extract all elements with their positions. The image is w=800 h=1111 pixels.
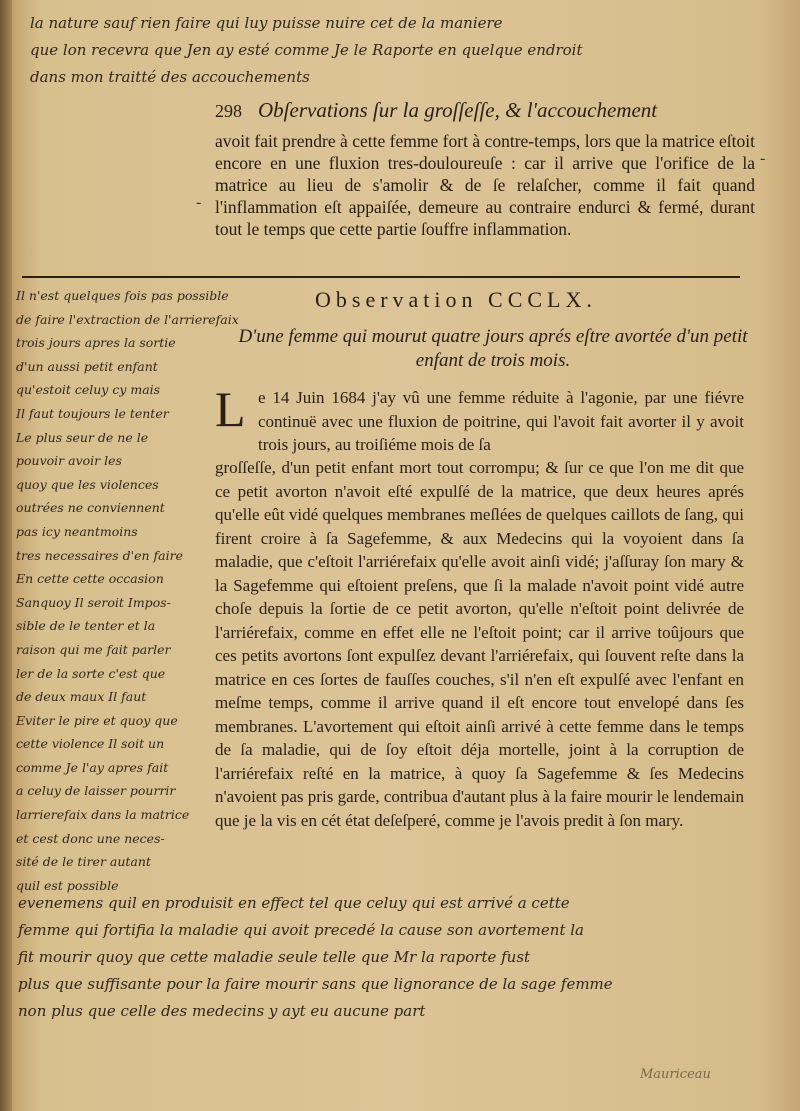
margin-line: sible de le tenter et la bbox=[16, 618, 156, 634]
margin-line: a celuy de laisser pourrir bbox=[16, 783, 176, 799]
section-rule bbox=[22, 276, 740, 278]
observation-subtitle: D'une femme qui mourut quatre jours aprés eſtre avortée d'un petit enfant de trois mois. bbox=[238, 326, 748, 371]
observation-text-first: e 14 Juin 1684 j'ay vû une femme réduite à l'agonie, par une fiévre continuë avec une fluxion de poitrine, qui l'avoit fait avorter il y avoit trois jours, au troiſiéme mois de ſa bbox=[258, 388, 744, 454]
handwritten-line: que lon recevra que Jen ay esté comme Je le Raporte en quelque endroit bbox=[30, 41, 583, 59]
margin-line: Eviter le pire et quoy que bbox=[16, 712, 178, 728]
margin-line: sité de le tirer autant bbox=[16, 854, 151, 870]
margin-line: cette violence Il soit un bbox=[16, 736, 165, 752]
margin-line: pas icy neantmoins bbox=[16, 523, 138, 539]
handwritten-line: non plus que celle des medecins y ayt eu aucune part bbox=[18, 1002, 426, 1020]
handwritten-line: fit mourir quoy que cette maladie seule telle que Mr la raporte fust bbox=[18, 948, 531, 966]
margin-dash: - bbox=[196, 194, 202, 211]
margin-line: ler de la sorte c'est que bbox=[16, 665, 166, 681]
running-title: Obſervations ſur la groſſeſſe, & l'accouchement bbox=[258, 98, 658, 122]
margin-line: d'un aussi petit enfant bbox=[16, 358, 158, 374]
margin-line: quoy que les violences bbox=[16, 476, 159, 492]
observation-heading: Observation CCCLX. bbox=[315, 287, 597, 312]
footer-scribble: Mauriceau bbox=[640, 1067, 711, 1082]
margin-line: quil est possible bbox=[16, 877, 119, 893]
margin-line: larrierefaix dans la matrice bbox=[16, 807, 190, 823]
margin-line: En cette cette occasion bbox=[16, 571, 164, 587]
margin-line: et cest donc une neces- bbox=[16, 830, 165, 846]
handwritten-line: dans mon traitté des accouchements bbox=[30, 68, 310, 86]
margin-line: de deux maux Il faut bbox=[16, 689, 147, 705]
handwritten-top-notes bbox=[30, 10, 730, 91]
page-number: 298 bbox=[215, 101, 242, 121]
margin-line: tres necessaires d'en faire bbox=[16, 547, 183, 563]
margin-line: Le plus seur de ne le bbox=[16, 429, 149, 445]
book-spine bbox=[0, 0, 12, 1111]
observation-text: groſſeſſe, d'un petit enfant mort tout corrompu; & ſur ce que l'on me dit que ce petit avorton n'avoit eſté expulſé de la matrice, que deux heures aprés qu'elle eût vidé quelques membranes meſlées de quelques caillots de ſang, qui firent croire à ſa Sagefemme, & aux Medecins qui la voyoient dans ſa maladie, que c'eſtoit l'arriérefaix qu'elle avoit ainſi vidé; j'aſſuray ſon mary & la Sagefemme qui eſtoient preſens, que ſi la malade n'avoit point vidé autre choſe depuis la ſortie de ce petit avorton, qu'elle n'eſtoit point delivrée de l'arriérefaix, comme en effet elle ne l'eſtoit point; car il arrive toûjours que ces petits avortons ſont expulſez devant l'arriérefaix, qui ſouvent reſte dans la matrice en ces ſortes de fauſſes couches, s'il n'en eſt expulſé avec l'enfant en meſme temps, comme il arrive quand il eſt encore tout envelopé dans ſes membranes. L'avortement qui eſtoit ainſi arrivé à cette femme dans le temps de ſa maladie, qui de ſoy eſtoit déja mortelle, joint à la corruption de l'arriérefaix reſté en la matrice, à quoy ſa Sagefemme & ſes Medecins n'avoient pas pris garde, contribua d'autant plus à la faire mourir le lendemain que je la vis en cét état deſeſperé, comme je l'avois predit à ſon mary. bbox=[215, 458, 744, 830]
drop-cap: L bbox=[215, 381, 246, 437]
handwritten-line: evenemens quil en produisit en effect tel que celuy qui est arrivé a cette bbox=[18, 894, 570, 912]
handwritten-margin-notes bbox=[16, 284, 239, 897]
margin-line: qu'estoit celuy cy mais bbox=[16, 382, 161, 398]
margin-line: raison qui me fait parler bbox=[16, 641, 171, 657]
margin-line: trois jours apres la sortie bbox=[16, 335, 176, 351]
handwritten-line: plus que suffisante pour la faire mourir sans que lignorance de la sage femme bbox=[18, 975, 613, 993]
margin-line: pouvoir avoir les bbox=[16, 453, 122, 469]
margin-line: Il faut toujours le tenter bbox=[16, 405, 169, 421]
running-head bbox=[215, 98, 755, 123]
margin-line: comme Je l'ay apres fait bbox=[16, 759, 169, 775]
margin-line: Il n'est quelques fois pas possible bbox=[16, 288, 229, 303]
paragraph-top: avoit fait prendre à cette femme fort à contre-temps, lors que la matrice eſtoit encore en une fluxion tres-douloureuſe : car il arrive que l'orifice de la matrice au lieu de s'amolir & de ſe relaſcher, comme il fait quand l'inflammation eſt appaiſée, demeure au contraire endurci & fermé, durant tout le temps que cette partie ſouffre inflammation. bbox=[215, 131, 755, 239]
margin-line: Sanquoy Il seroit Impos- bbox=[16, 594, 171, 610]
margin-line: outrées ne conviennent bbox=[16, 500, 165, 516]
handwritten-line: femme qui fortifia la maladie qui avoit precedé la cause son avortement la bbox=[18, 921, 584, 939]
margin-line: de faire l'extraction de l'arrierefaix bbox=[16, 311, 239, 327]
handwritten-line: la nature sauf rien faire qui luy puisse nuire cet de la maniere bbox=[30, 14, 503, 32]
margin-dash: - bbox=[760, 150, 766, 167]
handwritten-bottom-notes bbox=[18, 890, 758, 1025]
